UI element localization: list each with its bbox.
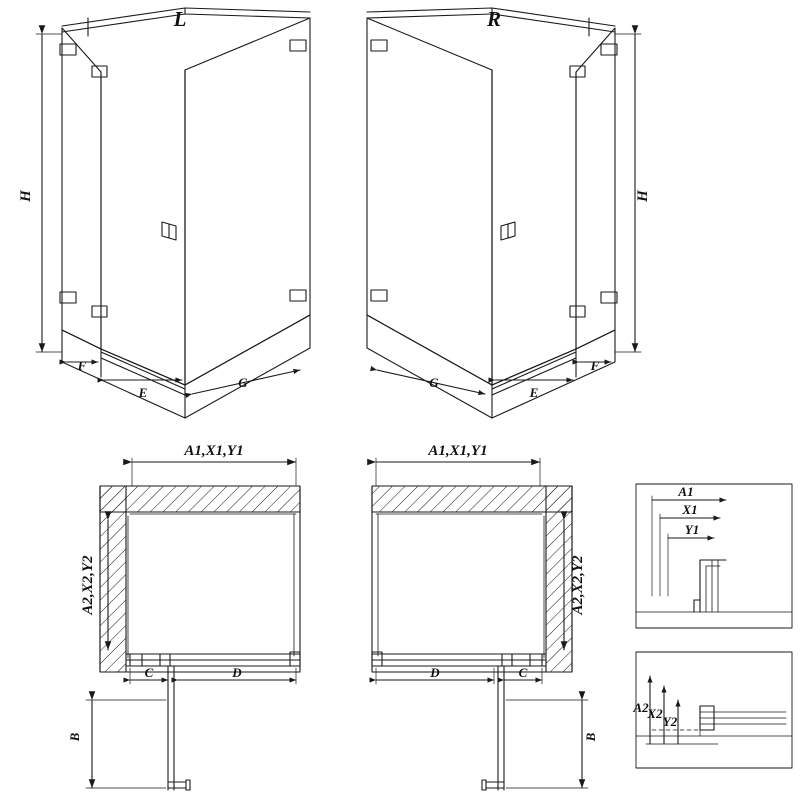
label-left-handing: L: [173, 7, 187, 31]
label-height-left: H: [18, 190, 34, 202]
iso-view-right: [367, 8, 641, 418]
detail-dim-a1: A1: [678, 484, 694, 499]
label-f-left: F: [77, 358, 87, 373]
label-plan-left-top-dim: A1,X1,Y1: [184, 443, 244, 459]
label-plan-right-top-dim: A1,X1,Y1: [428, 443, 488, 459]
detail-view-top: [636, 484, 792, 628]
plan-view-left: [86, 458, 300, 790]
label-c-left: C: [144, 665, 154, 680]
label-f-right: F: [590, 358, 600, 373]
iso-view-left: [36, 8, 310, 418]
label-height-right: H: [635, 190, 651, 202]
label-e-left: E: [138, 385, 148, 400]
label-b-left: B: [67, 732, 82, 742]
label-e-right: E: [529, 385, 539, 400]
label-right-handing: R: [486, 7, 502, 31]
detail-dim-y1: Y1: [684, 522, 700, 537]
plan-view-right: [372, 458, 588, 790]
label-plan-right-side-dim: A2,X2,Y2: [570, 555, 586, 615]
label-g-left: G: [238, 375, 248, 390]
detail-dim-y2: Y2: [662, 714, 678, 729]
detail-dim-a2: A2: [633, 700, 649, 715]
label-b-right: B: [583, 732, 598, 742]
label-g-right: G: [429, 375, 439, 390]
label-d-right: D: [430, 665, 440, 680]
detail-dim-x2: X2: [647, 706, 663, 721]
label-d-left: D: [232, 665, 242, 680]
label-c-right: C: [518, 665, 528, 680]
detail-dim-x1: X1: [682, 502, 698, 517]
label-plan-left-side-dim: A2,X2,Y2: [80, 555, 96, 615]
